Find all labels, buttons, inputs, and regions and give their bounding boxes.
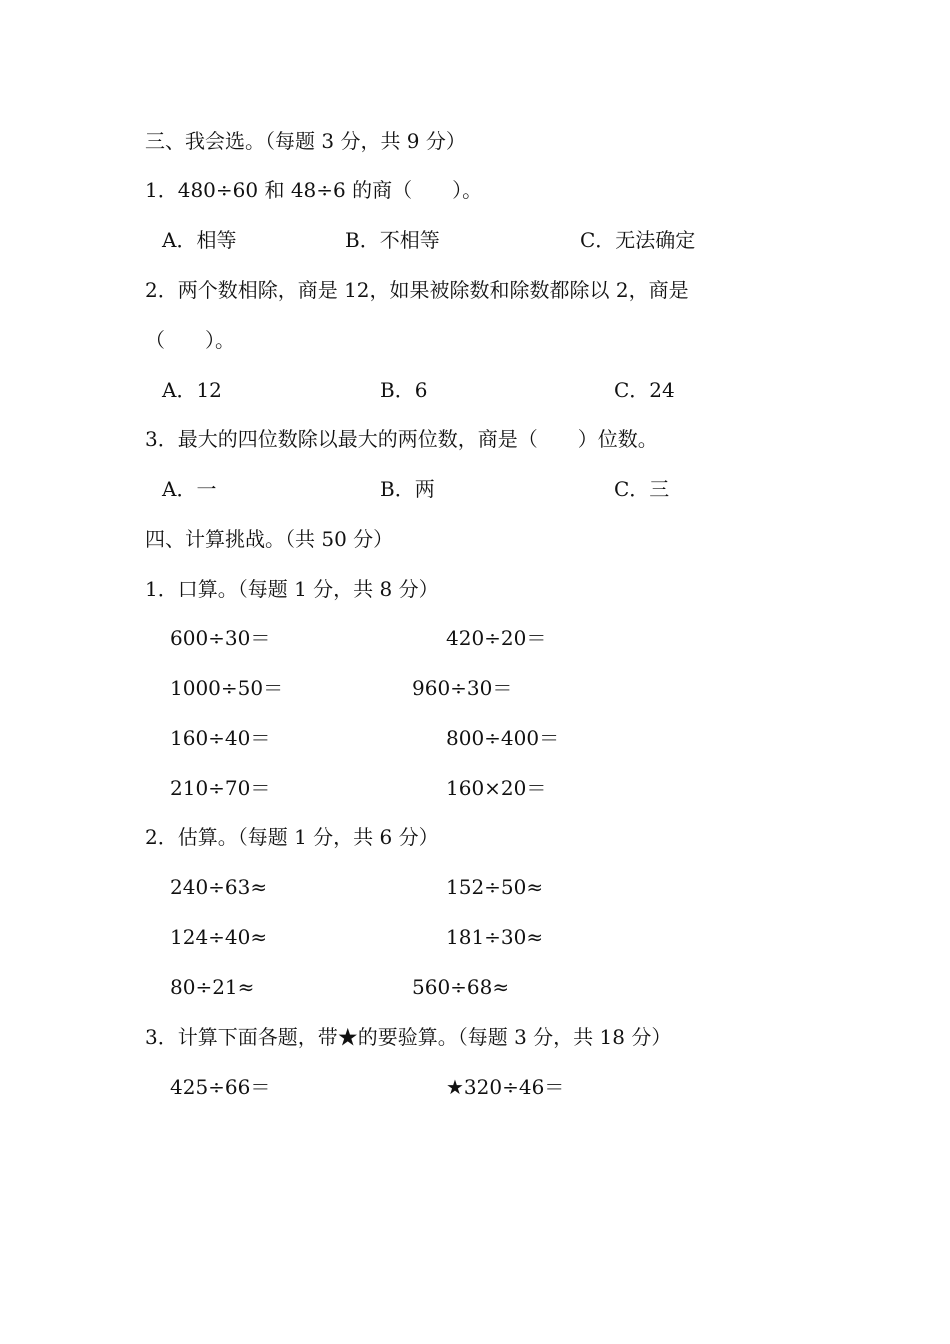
calculation-item: 425÷66＝ xyxy=(170,1075,271,1099)
estimate-item: 152÷50≈ xyxy=(446,875,544,899)
question-2-stem-line-1: 2．两个数相除，商是 12，如果被除数和除数都除以 2，商是 xyxy=(145,278,689,302)
calculation-item-with-check: ★320÷46＝ xyxy=(446,1075,565,1099)
mental-math-item: 600÷30＝ xyxy=(170,626,271,650)
estimate-item: 80÷21≈ xyxy=(170,975,255,999)
part-3-title: 3．计算下面各题，带★的要验算。（每题 3 分，共 18 分） xyxy=(145,1025,672,1049)
mental-math-item: 420÷20＝ xyxy=(446,626,547,650)
estimate-item: 240÷63≈ xyxy=(170,875,268,899)
question-2-stem-line-2: （ ）。 xyxy=(145,328,235,352)
mental-math-item: 160×20＝ xyxy=(446,776,547,800)
mental-math-item: 800÷400＝ xyxy=(446,726,560,750)
question-2-option-b: B．6 xyxy=(380,378,428,402)
question-1-option-b: B．不相等 xyxy=(345,228,440,252)
section-4-title: 四、计算挑战。（共 50 分） xyxy=(145,527,394,551)
part-2-title: 2．估算。（每题 1 分，共 6 分） xyxy=(145,825,439,849)
question-3-option-c: C．三 xyxy=(614,477,670,501)
section-3-title: 三、我会选。（每题 3 分，共 9 分） xyxy=(145,129,466,153)
question-3-option-a: A．一 xyxy=(162,477,217,501)
question-1-stem: 1．480÷60 和 48÷6 的商（ ）。 xyxy=(145,178,483,202)
part-1-title: 1．口算。（每题 1 分，共 8 分） xyxy=(145,577,439,601)
question-3-option-b: B．两 xyxy=(380,477,435,501)
mental-math-item: 960÷30＝ xyxy=(412,676,513,700)
mental-math-item: 1000÷50＝ xyxy=(170,676,284,700)
estimate-item: 560÷68≈ xyxy=(412,975,510,999)
question-1-option-a: A．相等 xyxy=(162,228,237,252)
question-1-option-c: C．无法确定 xyxy=(580,228,696,252)
mental-math-item: 160÷40＝ xyxy=(170,726,271,750)
question-2-option-a: A．12 xyxy=(162,378,222,402)
estimate-item: 124÷40≈ xyxy=(170,925,268,949)
mental-math-item: 210÷70＝ xyxy=(170,776,271,800)
estimate-item: 181÷30≈ xyxy=(446,925,544,949)
question-2-option-c: C．24 xyxy=(614,378,675,402)
question-3-stem: 3．最大的四位数除以最大的两位数，商是（ ）位数。 xyxy=(145,427,658,451)
